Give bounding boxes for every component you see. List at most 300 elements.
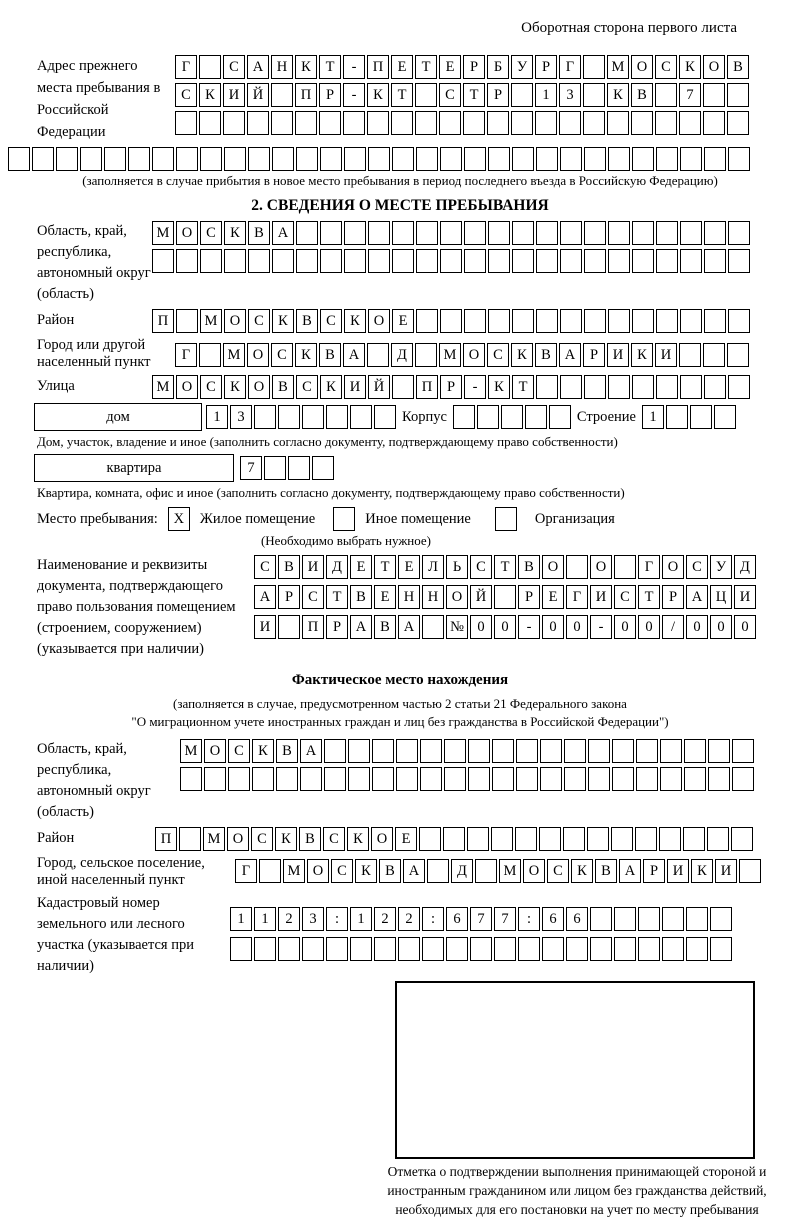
char-box[interactable] — [549, 405, 571, 429]
char-box[interactable] — [512, 309, 534, 333]
char-box[interactable]: 3 — [302, 907, 324, 931]
char-box[interactable]: 6 — [542, 907, 564, 931]
char-box[interactable]: О — [248, 375, 270, 399]
char-box[interactable]: Р — [319, 83, 341, 107]
char-box[interactable]: С — [248, 309, 270, 333]
char-box[interactable]: М — [439, 343, 461, 367]
char-box[interactable] — [372, 767, 394, 791]
char-box[interactable]: О — [703, 55, 725, 79]
char-box[interactable]: - — [343, 55, 365, 79]
char-box[interactable]: А — [686, 585, 708, 609]
char-box[interactable] — [350, 405, 372, 429]
char-box[interactable] — [200, 147, 222, 171]
char-box[interactable] — [464, 221, 486, 245]
char-box[interactable] — [344, 249, 366, 273]
char-box[interactable] — [254, 937, 276, 961]
char-box[interactable]: Т — [463, 83, 485, 107]
char-box[interactable]: К — [224, 375, 246, 399]
char-box[interactable] — [343, 111, 365, 135]
char-box[interactable] — [254, 405, 276, 429]
char-box[interactable]: А — [559, 343, 581, 367]
char-box[interactable]: С — [223, 55, 245, 79]
char-box[interactable] — [440, 249, 462, 273]
char-box[interactable] — [516, 739, 538, 763]
char-box[interactable]: О — [662, 555, 684, 579]
char-box[interactable] — [656, 147, 678, 171]
char-box[interactable]: : — [326, 907, 348, 931]
char-box[interactable] — [728, 147, 750, 171]
char-box[interactable] — [714, 405, 736, 429]
char-box[interactable] — [631, 111, 653, 135]
char-box[interactable]: : — [518, 907, 540, 931]
char-box[interactable]: Р — [326, 615, 348, 639]
char-box[interactable] — [464, 147, 486, 171]
char-box[interactable] — [632, 309, 654, 333]
char-box[interactable]: 0 — [494, 615, 516, 639]
char-box[interactable] — [680, 221, 702, 245]
char-box[interactable]: О — [204, 739, 226, 763]
char-box[interactable]: Е — [398, 555, 420, 579]
char-box[interactable] — [656, 221, 678, 245]
char-box[interactable] — [416, 221, 438, 245]
char-box[interactable]: С — [302, 585, 324, 609]
char-box[interactable]: К — [571, 859, 593, 883]
char-box[interactable] — [319, 111, 341, 135]
char-box[interactable] — [666, 405, 688, 429]
char-box[interactable] — [320, 221, 342, 245]
char-box[interactable] — [686, 937, 708, 961]
char-box[interactable] — [587, 827, 609, 851]
char-box[interactable]: А — [300, 739, 322, 763]
char-box[interactable] — [271, 111, 293, 135]
char-box[interactable]: П — [416, 375, 438, 399]
char-box[interactable] — [683, 827, 705, 851]
char-box[interactable]: И — [734, 585, 756, 609]
char-box[interactable] — [739, 859, 761, 883]
char-box[interactable] — [368, 249, 390, 273]
char-box[interactable] — [560, 249, 582, 273]
char-box[interactable] — [588, 767, 610, 791]
char-box[interactable] — [348, 739, 370, 763]
char-box[interactable] — [199, 111, 221, 135]
char-box[interactable]: А — [343, 343, 365, 367]
char-box[interactable]: Г — [175, 55, 197, 79]
char-box[interactable]: № — [446, 615, 468, 639]
char-box[interactable]: В — [631, 83, 653, 107]
char-box[interactable] — [632, 375, 654, 399]
char-box[interactable]: О — [371, 827, 393, 851]
char-box[interactable]: Т — [391, 83, 413, 107]
char-box[interactable]: К — [275, 827, 297, 851]
char-box[interactable]: С — [655, 55, 677, 79]
char-box[interactable] — [491, 827, 513, 851]
char-box[interactable] — [704, 249, 726, 273]
char-box[interactable] — [560, 221, 582, 245]
char-box[interactable] — [422, 615, 444, 639]
char-box[interactable]: 6 — [446, 907, 468, 931]
char-box[interactable]: Д — [326, 555, 348, 579]
char-box[interactable]: К — [320, 375, 342, 399]
char-box[interactable]: К — [295, 343, 317, 367]
char-box[interactable]: 1 — [535, 83, 557, 107]
char-box[interactable]: И — [254, 615, 276, 639]
char-box[interactable] — [659, 827, 681, 851]
char-box[interactable]: Е — [395, 827, 417, 851]
char-box[interactable]: М — [203, 827, 225, 851]
char-box[interactable]: К — [367, 83, 389, 107]
char-box[interactable] — [536, 249, 558, 273]
char-box[interactable]: О — [590, 555, 612, 579]
char-box[interactable]: П — [152, 309, 174, 333]
char-box[interactable] — [536, 375, 558, 399]
char-box[interactable]: В — [518, 555, 540, 579]
char-box[interactable]: : — [422, 907, 444, 931]
char-box[interactable]: Е — [374, 585, 396, 609]
char-box[interactable]: Т — [512, 375, 534, 399]
char-box[interactable]: 2 — [374, 907, 396, 931]
char-box[interactable] — [392, 249, 414, 273]
char-box[interactable]: О — [307, 859, 329, 883]
char-box[interactable] — [584, 309, 606, 333]
char-box[interactable]: 1 — [230, 907, 252, 931]
char-box[interactable] — [566, 555, 588, 579]
char-box[interactable]: 1 — [254, 907, 276, 931]
char-box[interactable] — [680, 147, 702, 171]
char-box[interactable]: И — [223, 83, 245, 107]
char-box[interactable] — [515, 827, 537, 851]
checkbox-zhiloe[interactable]: X — [168, 507, 190, 531]
char-box[interactable] — [704, 221, 726, 245]
char-box[interactable]: Г — [235, 859, 257, 883]
char-box[interactable] — [446, 937, 468, 961]
char-box[interactable]: 1 — [350, 907, 372, 931]
char-box[interactable]: 0 — [710, 615, 732, 639]
char-box[interactable] — [468, 739, 490, 763]
char-box[interactable]: К — [691, 859, 713, 883]
char-box[interactable]: В — [595, 859, 617, 883]
char-box[interactable] — [320, 147, 342, 171]
char-box[interactable]: 7 — [679, 83, 701, 107]
char-box[interactable]: М — [180, 739, 202, 763]
char-box[interactable] — [392, 147, 414, 171]
char-box[interactable]: С — [228, 739, 250, 763]
char-box[interactable] — [200, 249, 222, 273]
char-box[interactable]: - — [464, 375, 486, 399]
char-box[interactable] — [662, 937, 684, 961]
char-box[interactable] — [512, 221, 534, 245]
char-box[interactable]: 3 — [559, 83, 581, 107]
char-box[interactable] — [420, 739, 442, 763]
char-box[interactable] — [487, 111, 509, 135]
char-box[interactable]: С — [614, 585, 636, 609]
char-box[interactable] — [230, 937, 252, 961]
char-box[interactable] — [728, 221, 750, 245]
char-box[interactable] — [271, 83, 293, 107]
char-box[interactable] — [367, 343, 389, 367]
char-box[interactable] — [708, 767, 730, 791]
char-box[interactable] — [302, 405, 324, 429]
char-box[interactable] — [272, 147, 294, 171]
char-box[interactable]: М — [607, 55, 629, 79]
char-box[interactable] — [525, 405, 547, 429]
char-box[interactable]: 7 — [470, 907, 492, 931]
char-box[interactable]: С — [251, 827, 273, 851]
char-box[interactable] — [296, 147, 318, 171]
char-box[interactable] — [278, 937, 300, 961]
char-box[interactable] — [728, 375, 750, 399]
char-box[interactable]: С — [200, 375, 222, 399]
char-box[interactable] — [415, 343, 437, 367]
char-box[interactable] — [152, 147, 174, 171]
char-box[interactable] — [727, 111, 749, 135]
char-box[interactable] — [612, 767, 634, 791]
char-box[interactable]: О — [446, 585, 468, 609]
char-box[interactable] — [636, 767, 658, 791]
char-box[interactable] — [416, 309, 438, 333]
char-box[interactable]: С — [271, 343, 293, 367]
char-box[interactable] — [611, 827, 633, 851]
char-box[interactable] — [564, 739, 586, 763]
char-box[interactable] — [560, 147, 582, 171]
char-box[interactable] — [686, 907, 708, 931]
char-box[interactable]: П — [155, 827, 177, 851]
char-box[interactable]: С — [175, 83, 197, 107]
char-box[interactable]: А — [403, 859, 425, 883]
char-box[interactable]: С — [200, 221, 222, 245]
char-box[interactable]: О — [247, 343, 269, 367]
char-box[interactable] — [501, 405, 523, 429]
char-box[interactable] — [564, 767, 586, 791]
char-box[interactable] — [607, 111, 629, 135]
char-box[interactable] — [492, 739, 514, 763]
char-box[interactable] — [326, 405, 348, 429]
char-box[interactable]: М — [499, 859, 521, 883]
char-box[interactable]: О — [224, 309, 246, 333]
char-box[interactable]: К — [252, 739, 274, 763]
char-box[interactable]: Р — [518, 585, 540, 609]
char-box[interactable]: О — [176, 375, 198, 399]
char-box[interactable] — [656, 309, 678, 333]
char-box[interactable] — [727, 83, 749, 107]
char-box[interactable] — [731, 827, 753, 851]
char-box[interactable] — [511, 111, 533, 135]
char-box[interactable] — [608, 375, 630, 399]
char-box[interactable] — [583, 83, 605, 107]
char-box[interactable]: Г — [638, 555, 660, 579]
char-box[interactable] — [656, 249, 678, 273]
char-box[interactable] — [703, 111, 725, 135]
char-box[interactable]: 2 — [398, 907, 420, 931]
char-box[interactable]: Т — [374, 555, 396, 579]
char-box[interactable]: К — [355, 859, 377, 883]
char-box[interactable] — [540, 739, 562, 763]
char-box[interactable]: Т — [319, 55, 341, 79]
char-box[interactable] — [344, 147, 366, 171]
char-box[interactable] — [536, 221, 558, 245]
char-box[interactable]: / — [662, 615, 684, 639]
char-box[interactable] — [288, 456, 310, 480]
char-box[interactable] — [635, 827, 657, 851]
char-box[interactable]: О — [523, 859, 545, 883]
char-box[interactable]: А — [398, 615, 420, 639]
char-box[interactable] — [320, 249, 342, 273]
char-box[interactable] — [590, 937, 612, 961]
char-box[interactable]: Й — [247, 83, 269, 107]
char-box[interactable] — [475, 859, 497, 883]
char-box[interactable] — [392, 221, 414, 245]
char-box[interactable] — [608, 221, 630, 245]
char-box[interactable] — [344, 221, 366, 245]
char-box[interactable]: Й — [470, 585, 492, 609]
char-box[interactable]: В — [379, 859, 401, 883]
char-box[interactable] — [703, 343, 725, 367]
char-box[interactable]: С — [439, 83, 461, 107]
char-box[interactable]: И — [655, 343, 677, 367]
char-box[interactable] — [176, 309, 198, 333]
apartment-widebox[interactable]: квартира — [34, 454, 234, 482]
char-box[interactable] — [704, 147, 726, 171]
char-box[interactable]: 1 — [642, 405, 664, 429]
char-box[interactable] — [152, 249, 174, 273]
char-box[interactable]: А — [350, 615, 372, 639]
stamp-box[interactable] — [395, 981, 755, 1159]
char-box[interactable] — [416, 147, 438, 171]
char-box[interactable] — [8, 147, 30, 171]
char-box[interactable] — [272, 249, 294, 273]
char-box[interactable] — [518, 937, 540, 961]
char-box[interactable] — [638, 907, 660, 931]
char-box[interactable] — [367, 111, 389, 135]
char-box[interactable] — [176, 249, 198, 273]
char-box[interactable]: 7 — [240, 456, 262, 480]
char-box[interactable]: В — [535, 343, 557, 367]
char-box[interactable]: Н — [271, 55, 293, 79]
char-box[interactable]: В — [296, 309, 318, 333]
char-box[interactable]: А — [254, 585, 276, 609]
char-box[interactable] — [176, 147, 198, 171]
char-box[interactable] — [259, 859, 281, 883]
char-box[interactable] — [660, 739, 682, 763]
char-box[interactable] — [470, 937, 492, 961]
char-box[interactable]: Р — [487, 83, 509, 107]
char-box[interactable] — [32, 147, 54, 171]
char-box[interactable] — [707, 827, 729, 851]
char-box[interactable]: К — [344, 309, 366, 333]
char-box[interactable] — [312, 456, 334, 480]
char-box[interactable] — [732, 767, 754, 791]
char-box[interactable]: С — [470, 555, 492, 579]
char-box[interactable]: В — [248, 221, 270, 245]
char-box[interactable]: К — [607, 83, 629, 107]
char-box[interactable]: О — [368, 309, 390, 333]
char-box[interactable] — [419, 827, 441, 851]
char-box[interactable]: В — [350, 585, 372, 609]
char-box[interactable] — [464, 249, 486, 273]
char-box[interactable]: Е — [542, 585, 564, 609]
char-box[interactable]: 3 — [230, 405, 252, 429]
char-box[interactable] — [415, 111, 437, 135]
char-box[interactable] — [704, 375, 726, 399]
char-box[interactable]: В — [319, 343, 341, 367]
char-box[interactable] — [264, 456, 286, 480]
char-box[interactable]: С — [547, 859, 569, 883]
char-box[interactable]: Р — [440, 375, 462, 399]
char-box[interactable] — [704, 309, 726, 333]
char-box[interactable] — [440, 221, 462, 245]
char-box[interactable] — [440, 147, 462, 171]
char-box[interactable] — [324, 767, 346, 791]
char-box[interactable] — [224, 249, 246, 273]
char-box[interactable]: 2 — [278, 907, 300, 931]
char-box[interactable] — [296, 249, 318, 273]
char-box[interactable] — [566, 937, 588, 961]
char-box[interactable]: К — [679, 55, 701, 79]
char-box[interactable]: Д — [451, 859, 473, 883]
char-box[interactable] — [536, 309, 558, 333]
char-box[interactable] — [228, 767, 250, 791]
char-box[interactable] — [632, 147, 654, 171]
char-box[interactable] — [684, 767, 706, 791]
char-box[interactable]: 1 — [206, 405, 228, 429]
char-box[interactable]: С — [323, 827, 345, 851]
char-box[interactable] — [655, 111, 677, 135]
char-box[interactable] — [324, 739, 346, 763]
char-box[interactable]: В — [299, 827, 321, 851]
checkbox-org[interactable] — [495, 507, 517, 531]
char-box[interactable]: К — [347, 827, 369, 851]
char-box[interactable]: Р — [463, 55, 485, 79]
char-box[interactable] — [440, 309, 462, 333]
char-box[interactable]: 6 — [566, 907, 588, 931]
char-box[interactable] — [398, 937, 420, 961]
char-box[interactable]: 0 — [566, 615, 588, 639]
char-box[interactable]: Р — [535, 55, 557, 79]
char-box[interactable]: М — [223, 343, 245, 367]
char-box[interactable]: 0 — [638, 615, 660, 639]
char-box[interactable] — [488, 147, 510, 171]
char-box[interactable] — [464, 309, 486, 333]
char-box[interactable] — [684, 739, 706, 763]
char-box[interactable]: А — [272, 221, 294, 245]
char-box[interactable] — [728, 249, 750, 273]
char-box[interactable]: С — [296, 375, 318, 399]
char-box[interactable]: К — [199, 83, 221, 107]
char-box[interactable]: В — [374, 615, 396, 639]
char-box[interactable] — [372, 739, 394, 763]
char-box[interactable]: И — [590, 585, 612, 609]
char-box[interactable] — [180, 767, 202, 791]
char-box[interactable] — [660, 767, 682, 791]
char-box[interactable] — [710, 907, 732, 931]
char-box[interactable] — [80, 147, 102, 171]
char-box[interactable] — [420, 767, 442, 791]
char-box[interactable]: В — [727, 55, 749, 79]
char-box[interactable] — [583, 111, 605, 135]
char-box[interactable] — [608, 249, 630, 273]
char-box[interactable]: Ц — [710, 585, 732, 609]
char-box[interactable] — [732, 739, 754, 763]
char-box[interactable] — [295, 111, 317, 135]
char-box[interactable] — [588, 739, 610, 763]
char-box[interactable] — [539, 827, 561, 851]
char-box[interactable]: М — [152, 221, 174, 245]
char-box[interactable]: Е — [350, 555, 372, 579]
char-box[interactable] — [104, 147, 126, 171]
char-box[interactable] — [511, 83, 533, 107]
char-box[interactable] — [223, 111, 245, 135]
char-box[interactable] — [560, 375, 582, 399]
char-box[interactable]: Д — [391, 343, 413, 367]
